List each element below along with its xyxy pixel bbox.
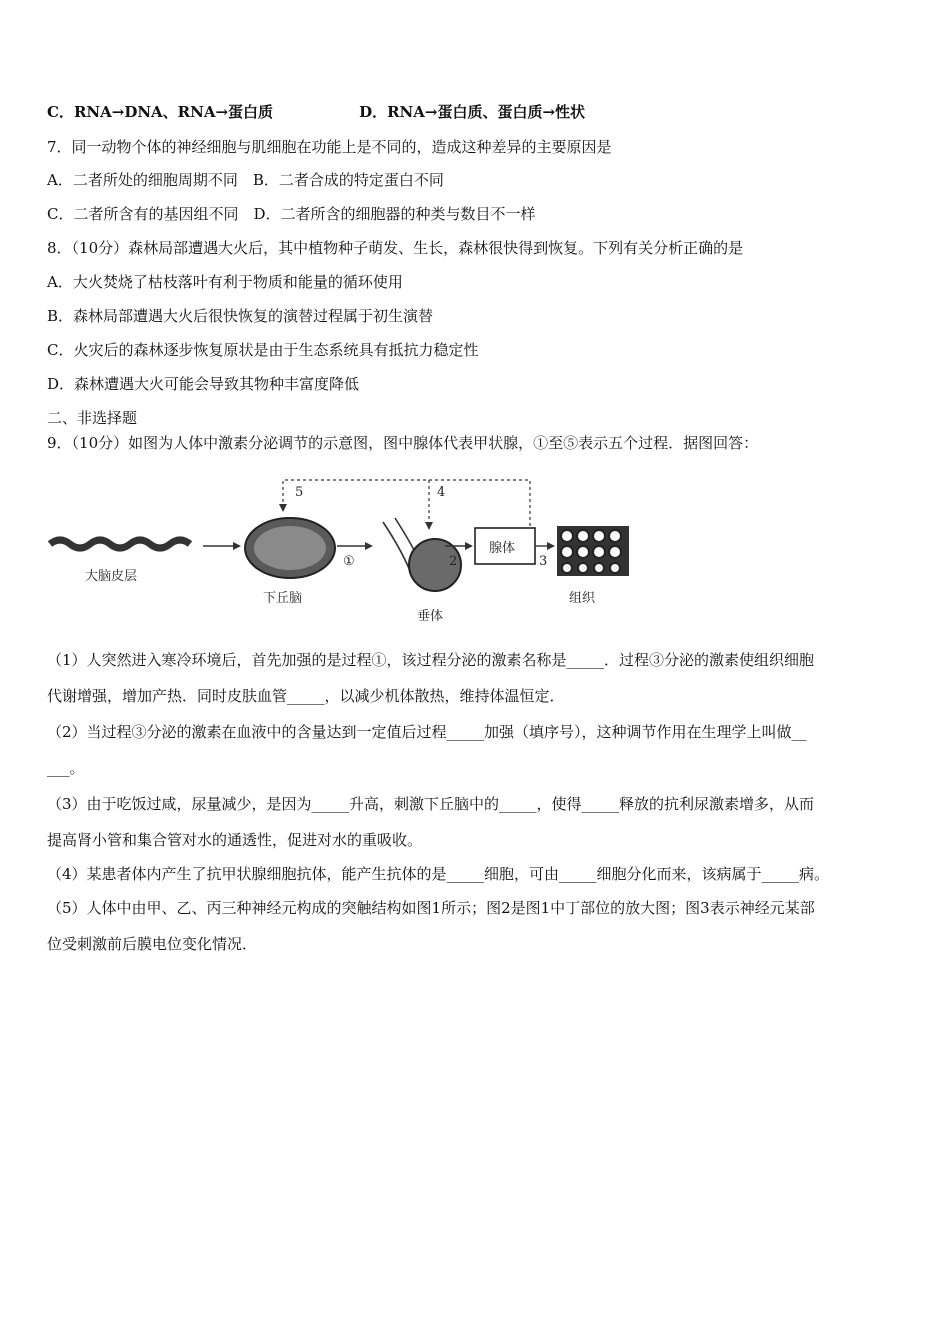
q7-options-cd: C．二者所含有的基因组不同 D．二者所含的细胞器的种类与数目不一样 (47, 205, 536, 223)
q8-option-b: B．森林局部遭遇大火后很快恢复的演替过程属于初生演替 (47, 307, 434, 325)
tissue-label: 组织 (569, 591, 596, 606)
q9-sub1-line1: （1）人突然进入寒冷环境后，首先加强的是过程①，该过程分泌的激素名称是_____．过程③分泌的激素使组织细胞 (47, 651, 815, 669)
q8-option-d: D．森林遭遇大火可能会导致其物种丰富度降低 (47, 375, 360, 393)
q7-stem: 7．同一动物个体的神经细胞与肌细胞在功能上是不同的，造成这种差异的主要原因是 (47, 138, 612, 156)
feedback-lines (283, 480, 530, 532)
q9-sub3-line2: 提高肾小管和集合管对水的通透性，促进对水的重吸收。 (47, 831, 423, 849)
q9-stem: 9．（10分）如图为人体中激素分泌调节的示意图，图中腺体代表甲状腺，①至⑤表示五个过程．据图回答： (47, 434, 759, 452)
hormone-regulation-diagram (45, 470, 645, 630)
process-4-label: 4 (437, 485, 446, 500)
hypothalamus-label: 下丘脑 (263, 591, 303, 606)
q9-sub2-line1: （2）当过程③分泌的激素在血液中的含量达到一定值后过程_____加强（填序号），这种调节作用在生理学上叫做__ (47, 723, 807, 741)
q9-sub5-line1: （5）人体中由甲、乙、丙三种神经元构成的突触结构如图1所示；图2是图1中丁部位的放大图；图3表示神经元某部 (47, 899, 815, 917)
process-5-label: 5 (295, 485, 304, 500)
process-1-label: ① (343, 554, 355, 569)
q9-sub1-line2: 代谢增强，增加产热．同时皮肤血管_____，以减少机体散热，维持体温恒定． (47, 687, 565, 705)
process-2-label: 2 (449, 554, 458, 569)
pituitary-label: 垂体 (417, 609, 444, 624)
section-title: 二、非选择题 (47, 409, 138, 427)
cortex-shape (50, 540, 190, 548)
q6-option-d: D．RNA→蛋白质、蛋白质→性状 (359, 103, 586, 121)
q8-option-a: A．大火焚烧了枯枝落叶有利于物质和能量的循环使用 (47, 273, 403, 291)
q9-sub2-line2: ___。 (47, 759, 85, 777)
q9-sub5-line2: 位受刺激前后膜电位变化情况． (47, 935, 258, 953)
q6-options (47, 102, 585, 122)
tissue-cells (557, 526, 629, 576)
q9-sub3-line1: （3）由于吃饭过咸，尿量减少，是因为_____升高，刺激下丘脑中的_____，使得_____释放的抗利尿激素增多，从而 (47, 795, 815, 813)
q6-option-c: C．RNA→DNA、RNA→蛋白质 (47, 103, 274, 121)
q9-sub4: （4）某患者体内产生了抗甲状腺细胞抗体，能产生抗体的是_____细胞，可由_____细胞分化而来，该病属于_____病。 (47, 865, 830, 883)
cortex-label: 大脑皮层 (85, 569, 138, 584)
q8-stem: 8．（10分）森林局部遭遇大火后，其中植物种子萌发、生长，森林很快得到恢复。下列有关分析正确的是 (47, 239, 744, 257)
process-3-label: 3 (539, 554, 548, 569)
q8-option-c: C．火灾后的森林逐步恢复原状是由于生态系统具有抵抗力稳定性 (47, 341, 479, 359)
q7-options-ab: A．二者所处的细胞周期不同 B．二者合成的特定蛋白不同 (47, 171, 444, 189)
gland-label: 腺体 (489, 541, 516, 556)
